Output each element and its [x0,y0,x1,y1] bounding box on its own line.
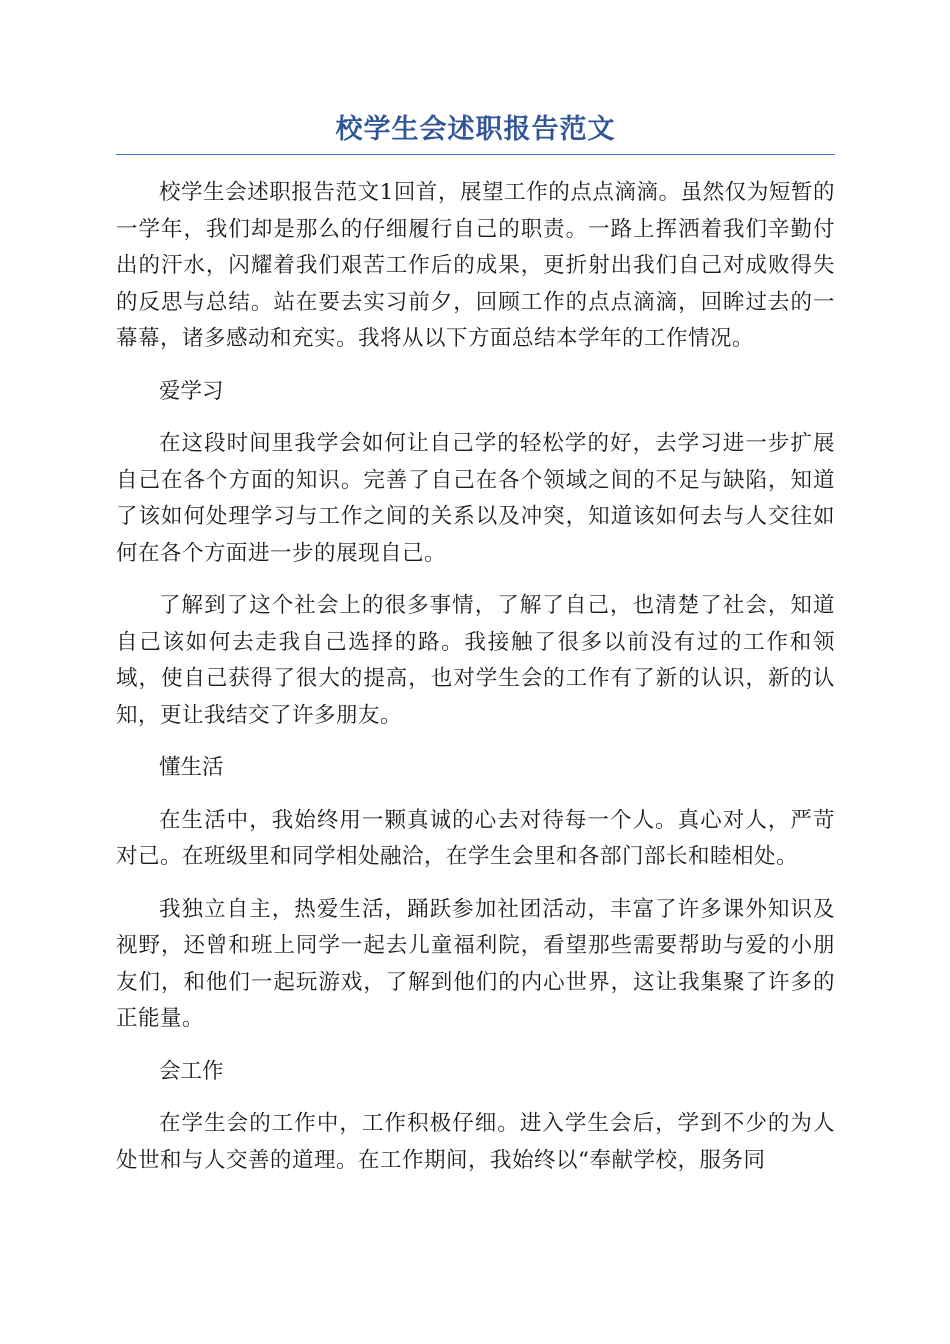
document-page [116,110,835,1195]
section-heading-work: 会工作 [159,1058,224,1084]
paragraph-life-1: 在生活中，我始终用一颗真诚的心去对待每一个人。真心对人，严苛对己。在班级里和同学相处融洽，在学生会里和各部门部长和睦相处。 [116,807,835,869]
paragraph-life-2: 我独立自主，热爱生活，踊跃参加社团活动，丰富了许多课外知识及视野，还曾和班上同学一起去儿童福利院，看望那些需要帮助与爱的小朋友们，和他们一起玩游戏，了解到他们的内心世界，这让我集聚了许多的正能量。 [116,896,835,1031]
section-heading-life: 懂生活 [159,755,224,780]
section-heading-study: 爱学习 [159,378,224,404]
paragraph-intro: 校学生会述职报告范文1回首，展望工作的点点滴滴。虽然仅为短暂的一学年，我们却是那么的仔细履行自己的职责。一路上挥洒着我们辛勤付出的汗水，闪耀着我们艰苦工作后的成果，更折射出我们自己对成败得失的反思与总结。站在要去实习前夕，回顾工作的点点滴滴，回眸过去的一幕幕，诸多感动和充实。我将从以下方面总结本学年的工作情况。 [116,180,835,351]
paragraph-study-1: 在这段时间里我学会如何让自己学的轻松学的好，去学习进一步扩展自己在各个方面的知识。完善了自己在各个领域之间的不足与缺陷，知道了该如何处理学习与工作之间的关系以及冲突，知道该如何去与人交往如何在各个方面进一步的展现自己。 [116,431,835,566]
document-body [116,175,835,1179]
document-title: 校学生会述职报告范文 [116,110,835,155]
paragraph-work-1: 在学生会的工作中，工作积极仔细。进入学生会后，学到不少的为人处世和与人交善的道理。在工作期间，我始终以“奉献学校，服务同 [116,1111,835,1173]
paragraph-study-2: 了解到了这个社会上的很多事情，了解了自己，也清楚了社会，知道自己该如何去走我自己选择的路。我接触了很多以前没有过的工作和领域，使自己获得了很大的提高，也对学生会的工作有了新的认识，新的认知，更让我结交了许多朋友。 [116,593,835,728]
